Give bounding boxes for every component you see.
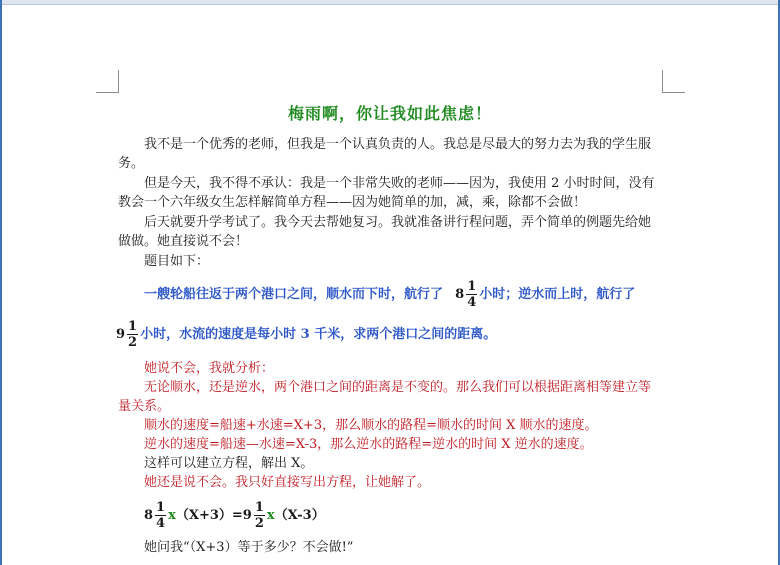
analysis-line-2: 无论顺水，还是逆水，两个港口之间的距离是不变的。那么我们可以根据距离相等建立等量关系。: [118, 380, 652, 414]
paragraph-intro: 我不是一个优秀的老师，但我是一个认真负责的人。我总是尽最大的努力去为我的学生服务。: [118, 137, 652, 171]
window-top-border: [0, 0, 780, 5]
equation-end: （X-3）: [274, 508, 325, 523]
analysis-line-3: 顺水的速度=船速+水速=X+3，那么顺水的路程=顺水的时间 X 顺水的速度。: [144, 418, 598, 433]
analysis-line-5: 她还是说不会。我只好直接写出方程，让她解了。: [144, 475, 431, 490]
equation-middle: （X+3）=9: [175, 508, 252, 523]
problem-fraction-1: [466, 279, 477, 310]
fraction-numerator: 1: [128, 319, 138, 334]
equation-whole-1: 8: [144, 508, 154, 523]
problem-fraction-2: [127, 319, 138, 350]
fraction-numerator: 1: [156, 500, 166, 515]
problem-whole-2: 9: [116, 327, 126, 342]
paragraph-question: 她问我“（X+3）等于多少？不会做!”: [144, 540, 354, 555]
problem-whole-1: 8: [455, 287, 465, 302]
fraction-denominator: 2: [254, 516, 264, 531]
page-corner-mark-left: [96, 70, 119, 93]
problem-text-3: 小时，水流的速度是每小时 3 千米，求两个港口之间的距离。: [140, 327, 497, 342]
fraction-numerator: 1: [467, 279, 477, 294]
document-title: 梅雨啊，你让我如此焦虑！: [287, 104, 492, 123]
fraction-denominator: 2: [128, 335, 138, 350]
equation-x-2: x: [266, 508, 275, 523]
equation-line: [118, 500, 662, 538]
fraction-numerator: 1: [254, 500, 264, 515]
document-body[interactable]: [118, 100, 662, 557]
equation-fraction-2: [254, 500, 265, 531]
analysis-line-4: 逆水的速度=船速—水速=X-3，那么逆水的路程=逆水的时间 X 逆水的速度。: [144, 437, 593, 452]
paragraph-problem-intro: 题目如下：: [144, 254, 210, 269]
window-left-border: [0, 0, 2, 565]
problem-text-1: 一艘轮船往返于两个港口之间，顺水而下时，航行了: [144, 287, 444, 302]
problem-line-1: [118, 279, 662, 319]
fraction-denominator: 4: [467, 295, 477, 310]
fraction-denominator: 4: [156, 516, 166, 531]
paragraph-confession: 但是今天，我不得不承认：我是一个非常失败的老师——因为，我使用 2 小时时间，没有教会一个六年级女生怎样解简单方程——因为她简单的加，减，乘，除都不会做！: [118, 176, 655, 210]
problem-line-2: [116, 319, 662, 359]
problem-text-2: 小时；逆水而上时，航行了: [479, 287, 636, 302]
equation-fraction-1: [155, 500, 166, 531]
paragraph-exam: 后天就要升学考试了。我今天去帮她复习。我就准备讲行程问题，弄个简单的例题先给她做做。她直接说不会！: [118, 215, 652, 249]
paragraph-solve-x: 这样可以建立方程，解出 X。: [144, 456, 314, 471]
analysis-line-1: 她说不会，我就分析：: [144, 361, 275, 376]
page-corner-mark-right: [662, 70, 685, 93]
equation-x-1: x: [168, 508, 176, 523]
